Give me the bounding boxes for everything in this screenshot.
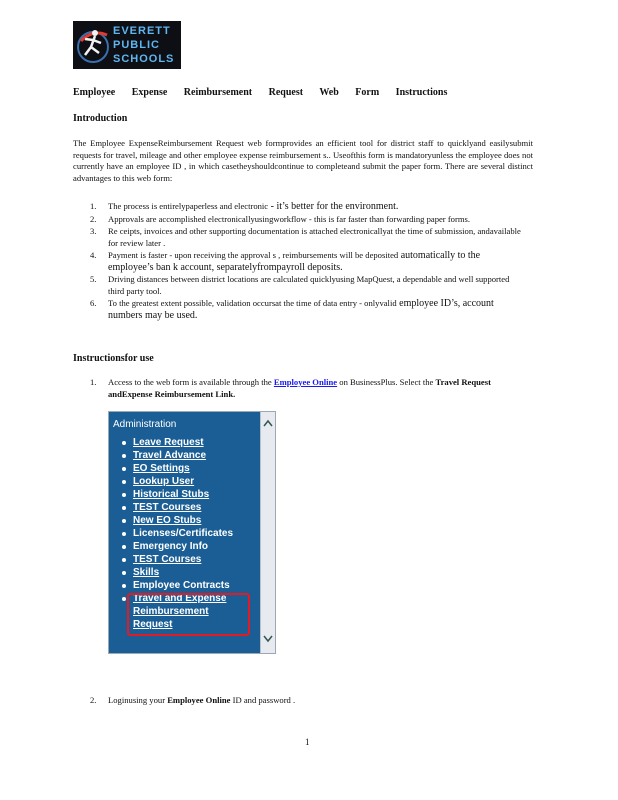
logo-line-2: PUBLIC (113, 39, 160, 51)
admin-link-item[interactable]: EO Settings (133, 462, 233, 475)
document-title: Employee Expense Reimbursement Request Web Form Instructions (73, 87, 448, 98)
step-text-continued: on BusinessPlus. Select the (337, 377, 436, 387)
item-text-large: automatically to the employee’s ban k account, separatelyfrompayroll deposits. (108, 250, 481, 273)
scroll-arrow-icons (261, 412, 275, 653)
scrollbar[interactable] (260, 412, 275, 653)
employee-online-link[interactable]: Employee Online (273, 377, 338, 387)
logo-line-3: SCHOOLS (113, 53, 175, 65)
item-number: 1. (90, 201, 97, 211)
item-text: Approvals are accomplished electronicallyusingworkflow - this is far faster than forwarding paper forms. (108, 213, 471, 224)
introduction-heading: Introduction (73, 113, 128, 124)
admin-link-item[interactable]: Travel Advance (133, 449, 233, 462)
item-text: The process is entirelypaperless and electronic (108, 201, 269, 211)
admin-link-item[interactable]: Leave Request (133, 436, 233, 449)
admin-link-item[interactable]: Employee Contracts (133, 579, 233, 592)
advantage-item (90, 214, 526, 226)
list-item (90, 695, 526, 707)
admin-link-item[interactable]: New EO Stubs (133, 514, 233, 527)
advantage-item (90, 274, 526, 297)
step-text: Access to the web form is available through the (108, 377, 274, 387)
page-number: 1 (305, 737, 310, 747)
employee-online-name: Employee Online (167, 695, 231, 705)
administration-header: Administration (113, 419, 177, 430)
admin-link-item[interactable]: TEST Courses (133, 553, 233, 566)
item-text: To the greatest extent possible, validation occursat the time of data entry - onlyvalid (108, 298, 397, 308)
item-number: 6. (90, 298, 97, 308)
admin-link-item[interactable]: Travel and Expense Reimbursement Request (133, 592, 233, 631)
item-text: Driving distances between district locations are calculated quicklyusing MapQuest, a dependable and well supported third party tool. (108, 274, 510, 296)
advantage-item (90, 226, 526, 249)
runner-icon (73, 21, 113, 69)
step-2 (90, 695, 526, 708)
admin-link-item[interactable]: Skills (133, 566, 233, 579)
logo-line-1: EVERETT (113, 25, 171, 37)
instructions-heading: Instructionsfor use (73, 353, 154, 364)
item-text-large: - it’s better for the environment. (268, 201, 399, 212)
highlight-box (127, 593, 250, 636)
admin-link-item[interactable]: Licenses/Certificates (133, 528, 234, 539)
step-text: Loginusing your (108, 695, 168, 705)
admin-link-item[interactable]: TEST Courses (133, 501, 233, 514)
admin-link-item[interactable]: Lookup User (133, 475, 233, 488)
admin-link-item[interactable]: Historical Stubs (133, 488, 233, 501)
item-text: Re ceipts, invoices and other supporting documentation is attached electronicallyat the time of submission, andavailable for review later . (108, 226, 521, 248)
introduction-paragraph: The Employee ExpenseReimbursement Request web formprovides an efficient tool for district staff to quicklyand easilysubmit requests for travel, mileage and other employee expense reimbursement s.. Useofthis form is mandatoryunless the employee does not currently have an employee ID , in which casetheyshouldcontinue to completeand submit the paper form. There are several distinct advantages to this web form: (73, 138, 533, 183)
item-number: 4. (90, 250, 97, 260)
advantage-item (90, 298, 526, 321)
item-number: 5. (90, 274, 97, 284)
advantage-item (90, 250, 526, 273)
advantage-item (90, 201, 526, 213)
step-text-continued: ID and password . (230, 695, 296, 705)
advantages-list (90, 201, 526, 322)
step-number: 1. (90, 377, 97, 387)
step-1 (90, 377, 526, 401)
item-text-large: employee ID’s, account numbers may be used. (108, 298, 494, 321)
everett-public-schools-logo (73, 21, 181, 69)
list-item (90, 377, 526, 400)
travel-request-link-name: Travel Request andExpense Reimbursement Link. (108, 377, 491, 399)
step-number: 2. (90, 695, 97, 705)
item-number: 3. (90, 226, 97, 236)
admin-link-item[interactable]: Emergency Info (133, 540, 233, 553)
item-number: 2. (90, 213, 97, 224)
item-text: Payment is faster - upon receiving the approval s , reimbursements will be deposited (108, 250, 399, 260)
